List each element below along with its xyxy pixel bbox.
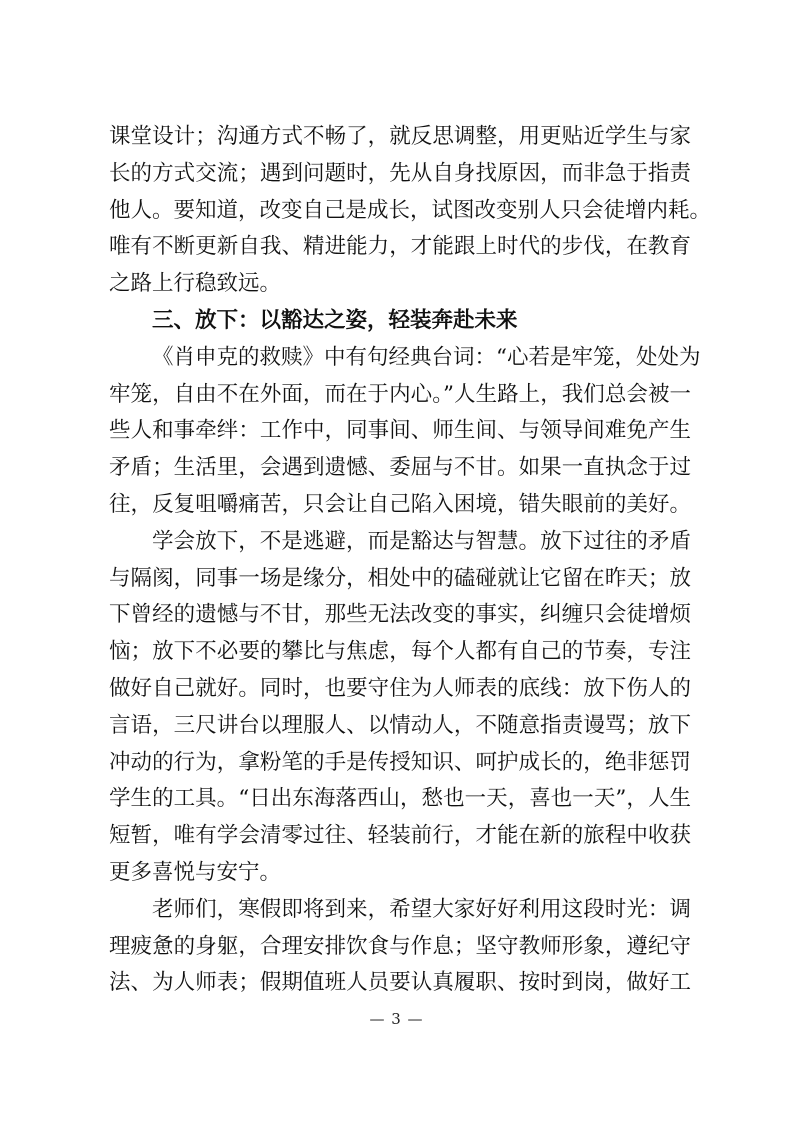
text-line: 《肖申克的救赎》中有句经典台词：“心若是牢笼，处处为	[152, 344, 701, 370]
text-line: 下曾经的遗憾与不甘，那些无法改变的事实，纠缠只会徒增烦	[109, 602, 691, 628]
section-heading: 三、放下：以豁达之姿，轻装奔赴未来	[152, 307, 518, 333]
text-line: 理疲惫的身躯，合理安排饮食与作息；坚守教师形象，遵纪守	[109, 933, 691, 959]
text-line: 课堂设计；沟通方式不畅了，就反思调整，用更贴近学生与家	[109, 124, 691, 149]
text-line: 往，反复咀嚼痛苦，只会让自己陷入困境，错失眼前的美好。	[109, 491, 691, 517]
text-line: 更多喜悦与安宁。	[109, 859, 282, 885]
text-line: 与隔阂，同事一场是缘分，相处中的磕碰就让它留在昨天；放	[109, 565, 691, 591]
text-line: 矛盾；生活里，会遇到遗憾、委屈与不甘。如果一直执念于过	[109, 455, 691, 481]
text-line: 做好自己就好。同时，也要守住为人师表的底线：放下伤人的	[109, 675, 691, 701]
text-line: 之路上行稳致远。	[109, 271, 282, 297]
text-line: 牢笼，自由不在外面，而在于内心。”人生路上，我们总会被一	[109, 381, 691, 407]
text-line: 他人。要知道，改变自己是成长，试图改变别人只会徒增内耗。	[109, 197, 712, 223]
text-line: 法、为人师表；假期值班人员要认真履职、按时到岗，做好工	[109, 970, 691, 996]
text-line: 学会放下，不是逃避，而是豁达与智慧。放下过往的矛盾	[152, 528, 691, 554]
text-line: 学生的工具。“日出东海落西山，愁也一天，喜也一天”，人生	[109, 786, 691, 812]
text-line: 短暂，唯有学会清零过往、轻装前行，才能在新的旅程中收获	[109, 823, 691, 849]
text-line: 长的方式交流；遇到问题时，先从自身找原因，而非急于指责	[109, 160, 691, 186]
text-line: 言语，三尺讲台以理服人、以情动人，不随意指责谩骂；放下	[109, 712, 691, 738]
page-number: — 3 —	[369, 1010, 424, 1028]
text-line: 些人和事牵绊：工作中，同事间、师生间、与领导间难免产生	[109, 418, 691, 444]
text-line: 唯有不断更新自我、精进能力，才能跟上时代的步伐，在教育	[109, 234, 691, 260]
text-line: 冲动的行为，拿粉笔的手是传授知识、呵护成长的，绝非惩罚	[109, 749, 691, 775]
text-line: 恼；放下不必要的攀比与焦虑，每个人都有自己的节奏，专注	[109, 639, 691, 665]
text-line: 老师们，寒假即将到来，希望大家好好利用这段时光：调	[152, 896, 691, 922]
document-body	[109, 119, 712, 1002]
